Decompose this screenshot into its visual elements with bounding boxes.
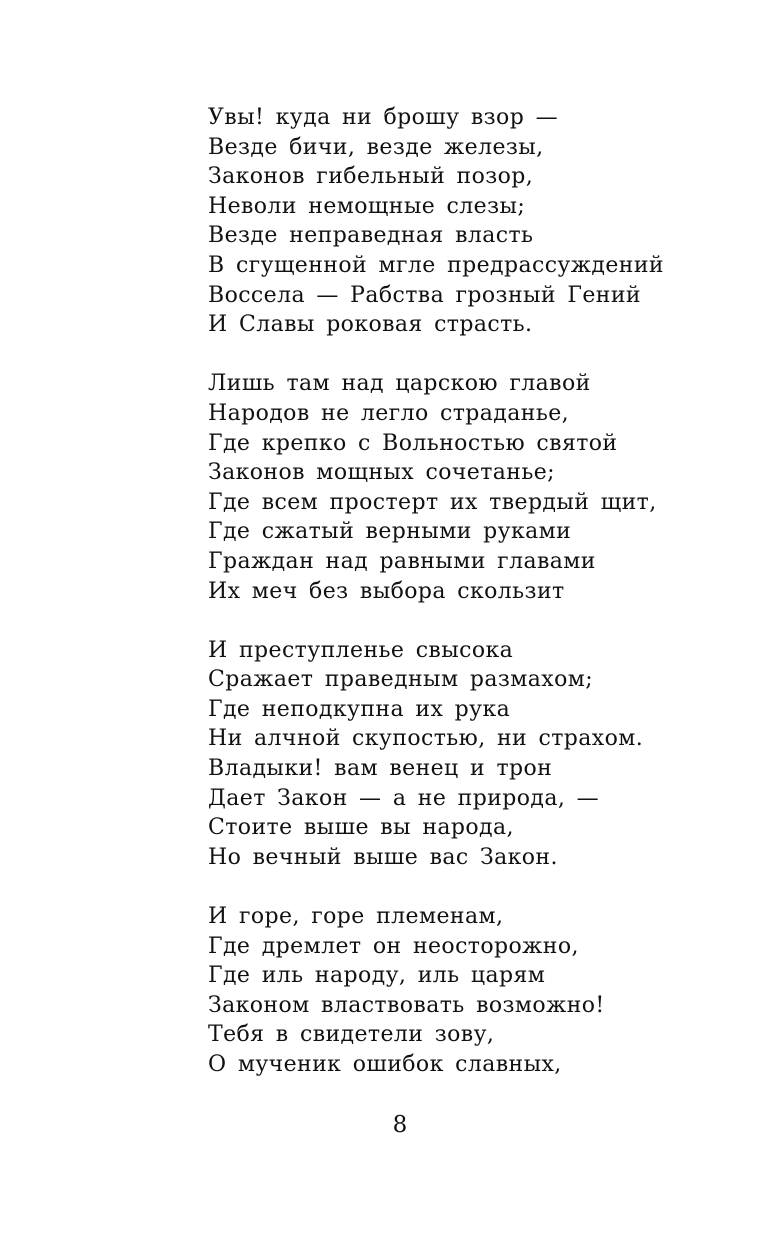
poem-line: Тебя в свидетели зову,: [208, 1022, 495, 1048]
poem-line: Ни алчной скупостью, ни страхом.: [208, 726, 644, 752]
poem-line: Везде неправедная власть: [208, 223, 534, 249]
poem-line: Законов мощных сочетанье;: [208, 460, 555, 486]
poem-line: Граждан над равными главами: [208, 548, 596, 574]
poem-line: Воссела — Рабства грозный Гений: [208, 282, 641, 308]
poem-line: И преступленье свысока: [208, 637, 514, 663]
poem-text: [208, 103, 748, 1109]
poem-line: Законом властвовать возможно!: [208, 992, 605, 1018]
poem-line: Везде бичи, везде железы,: [208, 134, 544, 160]
poem-line: Где неподкупна их рука: [208, 696, 511, 722]
stanza-3: [208, 636, 748, 873]
poem-line: Где дремлет он неосторожно,: [208, 933, 579, 959]
poem-line: Но вечный выше вас Закон.: [208, 844, 558, 870]
poem-line: Стоите выше вы народа,: [208, 815, 514, 841]
poem-line: О мученик ошибок славных,: [208, 1052, 562, 1077]
stanza-4: [208, 902, 748, 1080]
poem-line: И горе, горе племенам,: [208, 904, 504, 930]
poem-line: Народов не легло страданье,: [208, 400, 570, 426]
poem-line: Неволи немощные слезы;: [208, 193, 526, 219]
poem-line: Где крепко с Вольностью святой: [208, 430, 618, 456]
poem-line: В сгущенной мгле предрассуждений: [208, 252, 664, 278]
stanza-2: [208, 369, 748, 606]
poem-line: Дает Закон — а не природа, —: [208, 785, 600, 811]
stanza-1: [208, 103, 748, 340]
poem-line: И Славы роковая страсть.: [208, 312, 533, 338]
poem-line: Увы! куда ни брошу взор —: [208, 105, 558, 130]
poem-line: Владыки! вам венец и трон: [208, 756, 553, 782]
poem-line: Где всем простерт их твердый щит,: [208, 489, 657, 515]
poem-line: Законов гибельный позор,: [208, 164, 534, 190]
page-number: 8: [392, 1112, 408, 1138]
poem-line: Лишь там над царскою главой: [208, 371, 591, 397]
poem-line: Где сжатый верными руками: [208, 519, 572, 545]
poem-line: Их меч без выбора скользит: [208, 578, 565, 604]
poem-line: Сражает праведным размахом;: [208, 667, 594, 693]
poem-line: Где иль народу, иль царям: [208, 963, 546, 989]
